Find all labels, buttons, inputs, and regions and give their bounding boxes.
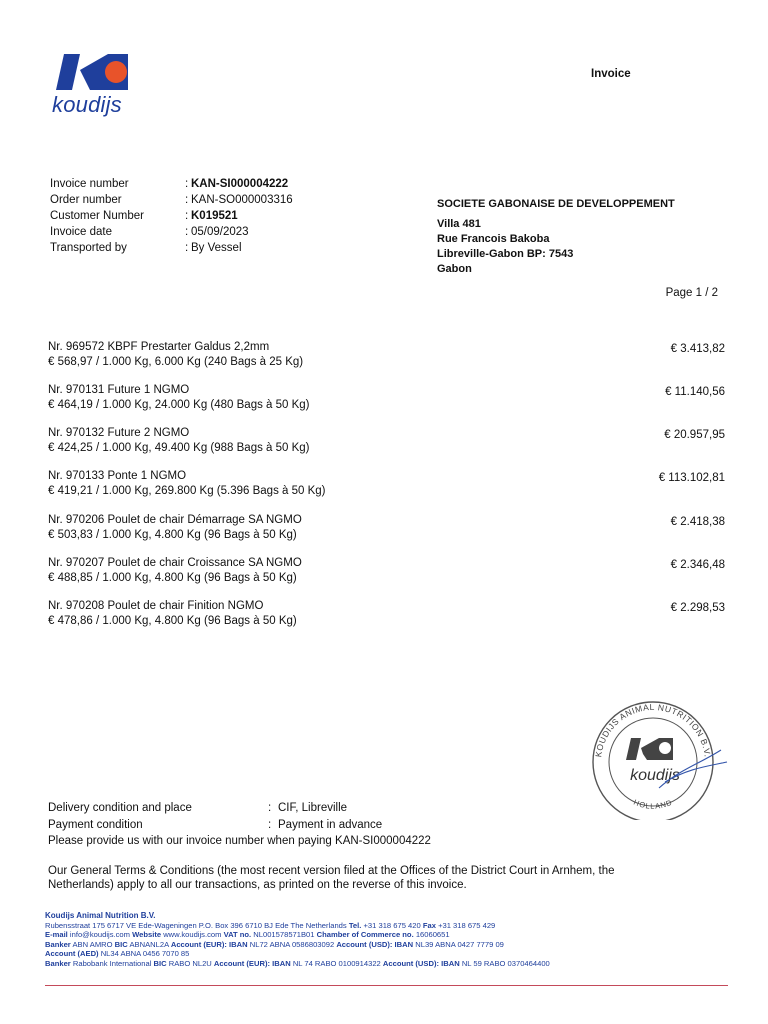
item-pricing: € 419,21 / 1.000 Kg, 269.800 Kg (5.396 Bags à 50 Kg) <box>48 485 326 497</box>
condition-value: Payment in advance <box>278 819 383 831</box>
meta-label: Invoice number <box>50 178 129 190</box>
meta-label: Transported by <box>50 242 127 254</box>
meta-value: By Vessel <box>191 242 242 254</box>
item-description: Nr. 970206 Poulet de chair Démarrage SA NGMO <box>48 514 302 526</box>
item-pricing: € 488,85 / 1.000 Kg, 4.800 Kg (96 Bags à 50 Kg) <box>48 572 297 584</box>
meta-value: 05/09/2023 <box>191 226 249 238</box>
invoice-line-item <box>48 340 725 370</box>
item-amount: € 3.413,82 <box>670 343 725 355</box>
company-name: Koudijs Animal Nutrition B.V. <box>45 911 156 920</box>
payment-note: Please provide us with our invoice number when paying KAN-SI000004222 <box>48 835 431 847</box>
condition-value: CIF, Libreville <box>278 802 348 814</box>
invoice-line-item <box>48 469 725 499</box>
item-description: Nr. 970208 Poulet de chair Finition NGMO <box>48 600 264 612</box>
item-pricing: € 424,25 / 1.000 Kg, 49.400 Kg (988 Bags à 50 Kg) <box>48 442 310 454</box>
customer-address-line: Rue Francois Bakoba <box>437 233 550 245</box>
invoice-line-item <box>48 599 725 629</box>
item-description: Nr. 970132 Future 2 NGMO <box>48 427 190 439</box>
customer-address-line: Villa 481 <box>437 218 481 230</box>
item-description: Nr. 969572 KBPF Prestarter Galdus 2,2mm <box>48 341 270 353</box>
meta-customer-number: Customer Number : K019521 <box>50 210 238 222</box>
item-amount: € 2.418,38 <box>670 516 725 528</box>
condition-label: Delivery condition and place <box>48 802 192 814</box>
company-bank-line: Banker Rabobank International BIC RABO NL2U Account (EUR): IBAN NL 74 RABO 0100914322 Account (USD): IBAN NL 59 RABO 0370464400 <box>45 958 550 968</box>
company-details <box>45 911 735 969</box>
svg-text:HOLLAND <box>632 798 673 811</box>
item-description: Nr. 970207 Poulet de chair Croissance SA NGMO <box>48 557 302 569</box>
item-amount: € 11.140,56 <box>665 386 725 398</box>
company-stamp <box>569 690 729 820</box>
customer-name: SOCIETE GABONAISE DE DEVELOPPEMENT <box>437 198 675 210</box>
item-amount: € 2.298,53 <box>670 602 725 614</box>
item-pricing: € 568,97 / 1.000 Kg, 6.000 Kg (240 Bags à 25 Kg) <box>48 356 304 368</box>
company-bank-line: Account (AED) NL34 ABNA 0456 7070 85 <box>45 949 190 959</box>
meta-value: KAN-SI000004222 <box>191 178 289 190</box>
meta-value: KAN-SO000003316 <box>191 194 293 206</box>
meta-transported-by: Transported by : By Vessel <box>50 242 242 254</box>
meta-value: K019521 <box>191 210 238 222</box>
meta-label: Order number <box>50 194 122 206</box>
invoice-line-item <box>48 556 725 586</box>
condition-label: Payment condition <box>48 819 143 831</box>
item-amount: € 20.957,95 <box>664 429 725 441</box>
meta-invoice-date: Invoice date : 05/09/2023 <box>50 226 249 238</box>
meta-order-number: Order number : KAN-SO000003316 <box>50 194 293 206</box>
meta-label: Customer Number <box>50 210 144 222</box>
company-bank-line: Banker ABN AMRO BIC ABNANL2A Account (EUR): IBAN NL72 ABNA 0586803092 Account (USD): IBAN NL39 ABNA 0427 7779 09 <box>45 939 504 949</box>
stamp-logo-mark <box>626 738 641 760</box>
customer-address-line: Gabon <box>437 263 472 275</box>
delivery-condition: Delivery condition and place : CIF, Libreville <box>48 802 348 814</box>
invoice-line-item <box>48 513 725 543</box>
item-pricing: € 503,83 / 1.000 Kg, 4.800 Kg (96 Bags à 50 Kg) <box>48 529 297 541</box>
payment-condition: Payment condition : Payment in advance <box>48 819 383 831</box>
customer-address-block <box>437 197 675 277</box>
meta-label: Invoice date <box>50 226 113 238</box>
page-number: Page 1 / 2 <box>665 287 718 299</box>
item-pricing: € 478,86 / 1.000 Kg, 4.800 Kg (96 Bags à 50 Kg) <box>48 615 297 627</box>
item-amount: € 2.346,48 <box>670 559 725 571</box>
logo-wordmark: koudijs <box>52 92 122 117</box>
meta-invoice-number: Invoice number : KAN-SI000004222 <box>50 178 289 190</box>
item-amount: € 113.102,81 <box>658 472 725 484</box>
stamp-bottom-text: HOLLAND <box>632 797 674 811</box>
logo-k-mark <box>56 54 80 90</box>
company-contact-line: E-mail info@koudijs.com Website www.koudijs.com VAT no. NL001578571B01 Chamber of Commerce no. 16060651 <box>45 930 450 940</box>
invoice-line-item <box>48 426 725 456</box>
company-address-line: Rubensstraat 175 6717 VE Ede-Wageningen P.O. Box 396 6710 BJ Ede The Netherlands Tel. +31 318 675 420 Fax +31 318 675 429 <box>45 920 496 930</box>
item-description: Nr. 970131 Future 1 NGMO <box>48 384 190 396</box>
terms-and-conditions: Our General Terms & Conditions (the most recent version filed at the Offices of the District Court in Arnhem, the Netherlands) apply to all our transactions, as printed on the reverse of this invoice. <box>48 865 615 891</box>
footer-rule <box>45 985 728 986</box>
item-description: Nr. 970133 Ponte 1 NGMO <box>48 470 187 482</box>
invoice-line-item <box>48 383 725 413</box>
stamp-wordmark: koudijs <box>630 767 680 784</box>
logo-orange-dot <box>105 61 127 83</box>
customer-address-line: Libreville-Gabon BP: 7543 <box>437 248 574 260</box>
item-pricing: € 464,19 / 1.000 Kg, 24.000 Kg (480 Bags à 50 Kg) <box>48 399 310 411</box>
stamp-top-text: KOUDIJS ANIMAL NUTRITION B.V. <box>593 701 713 758</box>
document-title: Invoice <box>591 68 631 80</box>
